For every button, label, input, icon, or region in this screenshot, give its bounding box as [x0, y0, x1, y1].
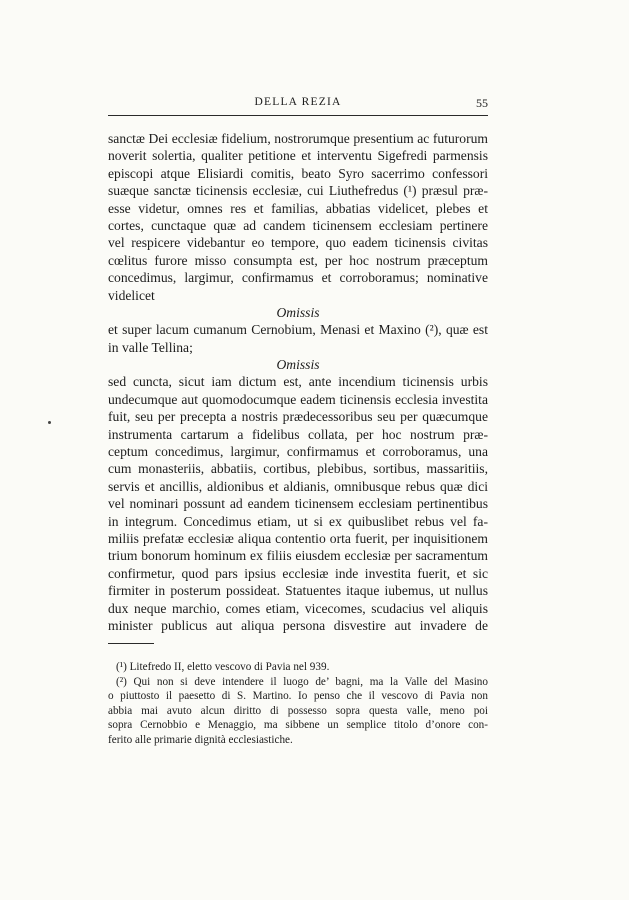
text-line: dux neque marchio, comes etiam, vicecomes, scudacius vel aliquis [108, 600, 488, 616]
omissis-marker: Omissis [276, 304, 320, 320]
text-line: noverit solertia, qualiter petitione et interventu Sigefredi parmensis [108, 148, 488, 164]
page-number: 55 [476, 96, 488, 110]
text-line: undecumque aut quomodocumque eadem ticinensis ecclesia investita [108, 391, 488, 407]
text-line: fuit, seu per precepta a nostris prædecessoribus seu per quæcumque [108, 409, 488, 425]
footnote-line: ferito alle primarie dignità ecclesiastiche. [108, 733, 293, 746]
body-text [108, 130, 488, 634]
text-line: minister publicus aut aliqua persona disvestire aut invadere de [108, 617, 488, 633]
running-title: DELLA REZIA [254, 96, 342, 108]
text-line: in valle Tellina; [108, 339, 193, 355]
text-line: concedimus, largimur, confirmamus et corroboramus; nominative [108, 270, 488, 286]
text-line: firmiter in posterum possideat. Statuentes itaque iubemus, ut nullus [108, 583, 488, 599]
text-line: sanctæ Dei ecclesiæ fidelium, nostrorumque presentium ac futurorum [108, 131, 488, 146]
text-line: miliis prefatæ ecclesiæ aliqua contentio orta fuerit, per inquisitionem [108, 530, 488, 546]
text-line: trium bonorum hominum ex filiis eiusdem ecclesiæ per sacramentum [108, 548, 488, 564]
text-line: et super lacum cumanum Cernobium, Menasi et Maxino (²), quæ est [108, 322, 488, 338]
text-line: videlicet [108, 287, 155, 303]
text-line: ceptum concedimus, largimur, confirmamus et corroboramus, una [108, 444, 488, 460]
text-line: vel nominari possunt ad eandem ticinensem ecclesiam pertinentibus [108, 496, 488, 512]
margin-mark [48, 421, 51, 424]
text-line: suæque sanctæ ticinensis ecclesiæ, cui Liuthefredus (¹) præsul præ- [108, 183, 488, 199]
text-line: cum monasteriis, abbatiis, cortibus, plebibus, sortibus, massaritiis, [108, 461, 488, 477]
text-line: vel respicere videbantur eo tempore, quo eadem ticinensis civitas [108, 235, 488, 251]
text-line: in integrum. Concedimus etiam, ut si ex quibuslibet rebus vel fa- [108, 513, 488, 529]
text-line: cortes, cunctaque quæ ad candem ticinensem ecclesiam pertinere [108, 217, 488, 233]
footnote-line: (¹) Litefredo II, eletto vescovo di Pavia nel 939. [116, 661, 330, 673]
omissis-marker: Omissis [276, 357, 320, 373]
text-line: instrumenta cartarum a fidelibus collata, per hoc nostrum præ- [108, 426, 488, 442]
text-line: esse videtur, omnes res et familias, abbatias videlicet, plebes et [108, 200, 488, 216]
text-line: confirmetur, quod pars ipsius ecclesiæ inde investita fuerit, et sic [108, 565, 488, 581]
text-line: sed cuncta, sicut iam dictum est, ante incendium ticinensis urbis [108, 374, 488, 390]
footnote-line: sopra Cernobbio e Menaggio, ma sibbene un semplice titolo d’onore con- [108, 719, 488, 732]
text-line: servis et ancillis, aldionibus et aldianis, omnibusque rebus quæ dici [108, 478, 488, 494]
running-head [108, 96, 488, 112]
text-line: episcopi atque Elisiardi comitis, beato Syro sacerrimo confessori [108, 165, 488, 181]
footnote-line: o piuttosto il paesetto di S. Martino. Io penso che il vescovo di Pavia non [108, 690, 488, 703]
header-rule [108, 115, 488, 116]
footnotes [108, 660, 488, 748]
footnote-line: (²) Qui non si deve intendere il luogo de’ bagni, ma la Valle del Masino [116, 675, 488, 688]
text-line: cœlitus furore misso consumpta est, per hoc nostrum præceptum [108, 252, 488, 268]
footnote-line: abbia mai avuto alcun diritto di possesso sopra questa valle, meno poi [108, 704, 488, 717]
footnote-rule [108, 643, 154, 644]
